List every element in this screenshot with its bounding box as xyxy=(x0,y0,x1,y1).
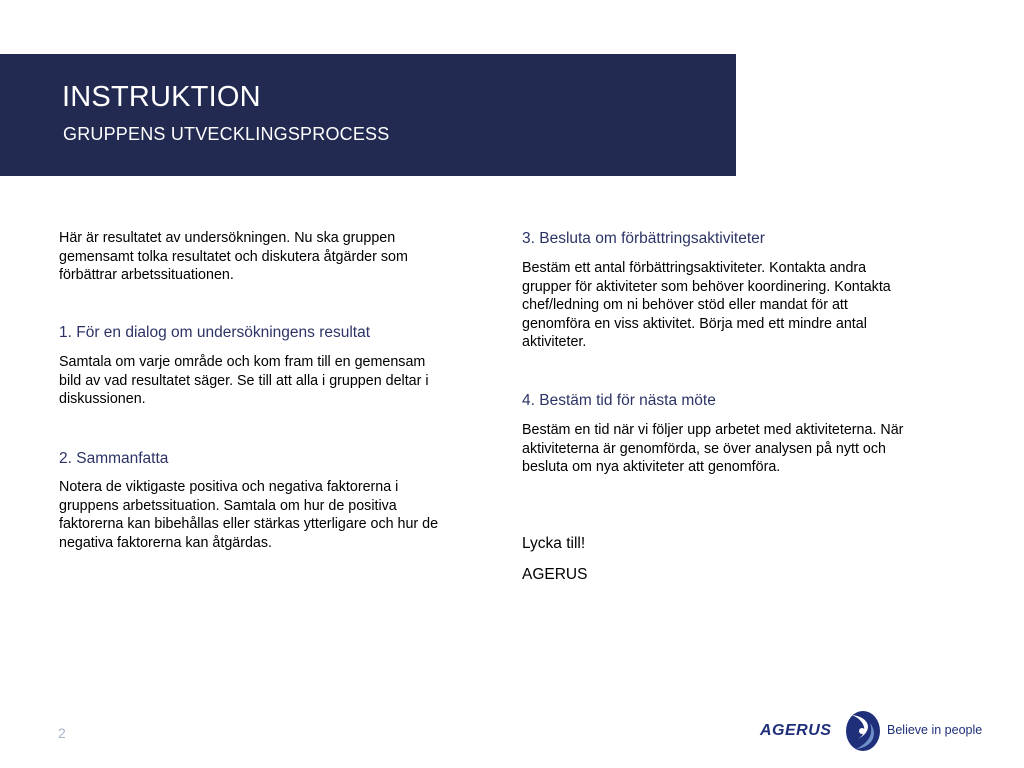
closing-text: Lycka till! xyxy=(522,535,586,552)
section-heading-next-meeting: 4. Bestäm tid för nästa möte xyxy=(522,392,716,409)
section-text-decide: Bestäm ett antal förbättringsaktiviteter. Kontakta andra grupper för aktiviteter som behöver koordinering. Kontakta chef/ledning om ni behöver stöd eller mandat för att genomföra en viss aktivitet. Börja med ett mindre antal aktiviteter. xyxy=(522,260,891,350)
intro-paragraph: Här är resultatet av undersökningen. Nu ska gruppen gemensamt tolka resultatet och diskutera åtgärder som förbättrar arbetssituationen. xyxy=(59,230,408,283)
page-title: INSTRUKTION xyxy=(62,81,261,113)
agerus-logo xyxy=(758,708,983,756)
swirl-logo-icon xyxy=(844,709,882,753)
section-heading-decide: 3. Besluta om förbättringsaktiviteter xyxy=(522,230,765,247)
logo-wordmark: AGERUS xyxy=(760,722,832,739)
section-text-summarize: Notera de viktigaste positiva och negativa faktorerna i gruppens arbetssituation. Samtala om hur de positiva faktorerna kan bibehållas eller stärkas ytterligare och hur de negativa faktorerna kan åtgärdas. xyxy=(59,479,439,551)
section-text-dialog: Samtala om varje område och kom fram till en gemensam bild av vad resultatet säger. Se till att alla i gruppen deltar i diskussionen. xyxy=(59,354,429,407)
section-heading-summarize: 2. Sammanfatta xyxy=(59,450,169,467)
page-subtitle: GRUPPENS UTVECKLINGSPROCESS xyxy=(63,124,390,144)
section-text-next-meeting: Bestäm en tid när vi följer upp arbetet med aktiviteterna. När aktiviteterna är genomförda, se över analysen på nytt och besluta om nya aktiviteter att genomföra. xyxy=(522,422,904,475)
section-heading-dialog: 1. För en dialog om undersökningens resultat xyxy=(59,324,371,341)
signature-text: AGERUS xyxy=(522,566,588,583)
header-band xyxy=(0,54,736,176)
page-number: 2 xyxy=(58,725,66,741)
logo-tagline: Believe in people xyxy=(887,723,983,737)
